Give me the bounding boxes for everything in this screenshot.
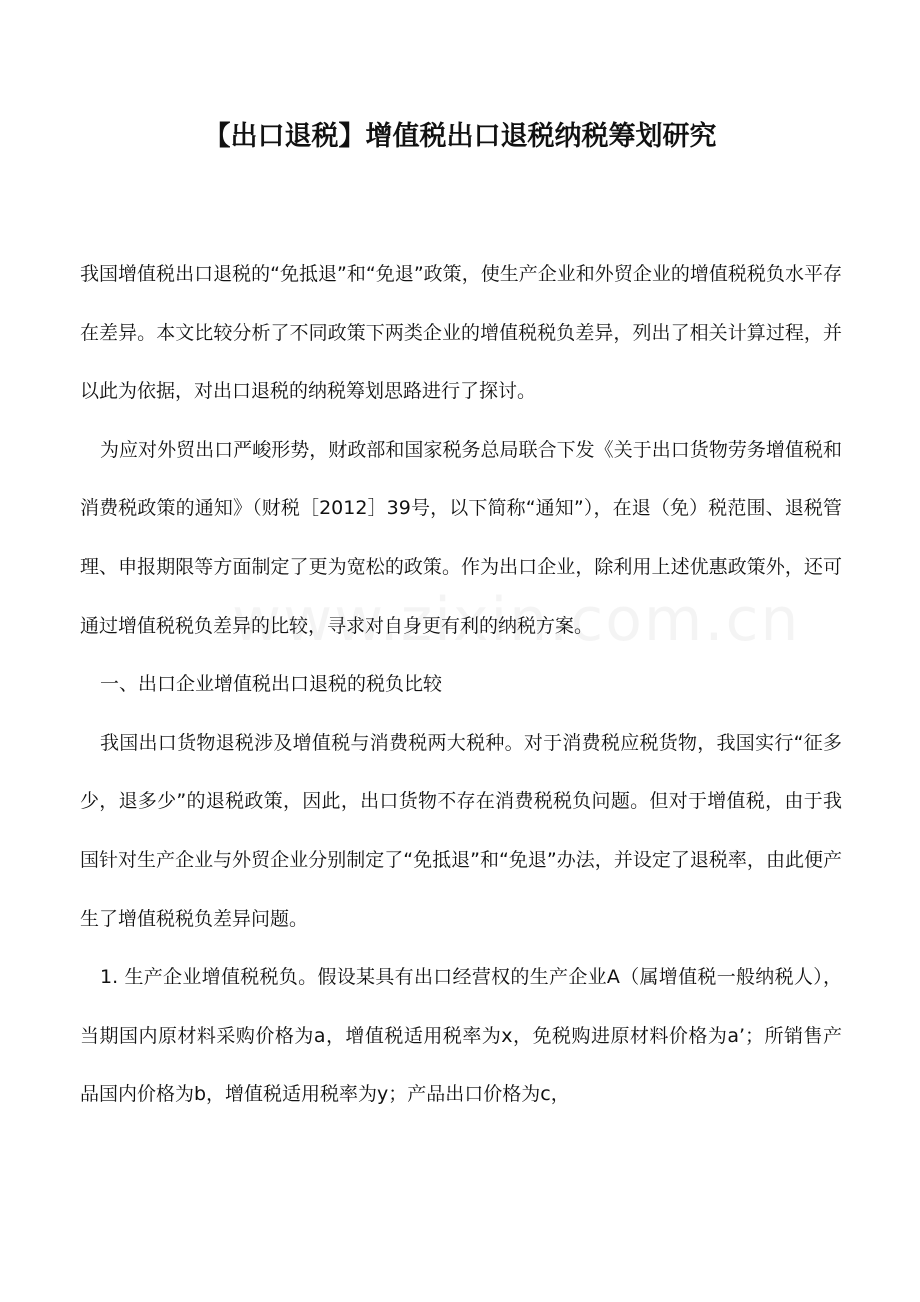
document-body: [80, 245, 842, 1124]
paragraph-subsection-1: 1. 生产企业增值税税负。假设某具有出口经营权的生产企业A（属增值税一般纳税人），当期国内原材料采购价格为a，增值税适用税率为x，免税购进原材料价格为a’；所销售产品国内价格为b，增值税适用税率为y；产品出口价格为c，: [80, 966, 842, 1106]
paragraph-intro: 为应对外贸出口严峻形势，财政部和国家税务总局联合下发《关于出口货物劳务增值税和消费税政策的通知》（财税［2012］39号，以下简称“通知”），在退（免）税范围、退税管理、申报期限等方面制定了更为宽松的政策。作为出口企业，除利用上述优惠政策外，还可通过增值税税负差异的比较，寻求对自身更有利的纳税方案。: [80, 438, 842, 637]
paragraph-abstract: 我国增值税出口退税的“免抵退”和“免退”政策，使生产企业和外贸企业的增值税税负水平存在差异。本文比较分析了不同政策下两类企业的增值税税负差异，列出了相关计算过程，并以此为依据，对出口退税的纳税筹划思路进行了探讨。: [80, 263, 842, 403]
section-heading: 一、出口企业增值税出口退税的税负比较: [100, 673, 443, 696]
document-title: 【出口退税】增值税出口退税纳税筹划研究: [203, 121, 717, 152]
paragraph-section-body: 我国出口货物退税涉及增值税与消费税两大税种。对于消费税应税货物，我国实行“征多少，退多少”的退税政策，因此，出口货物不存在消费税税负问题。但对于增值税，由于我国针对生产企业与外贸企业分别制定了“免抵退”和“免退”办法，并设定了退税率，由此便产生了增值税税负差异问题。: [80, 731, 842, 930]
